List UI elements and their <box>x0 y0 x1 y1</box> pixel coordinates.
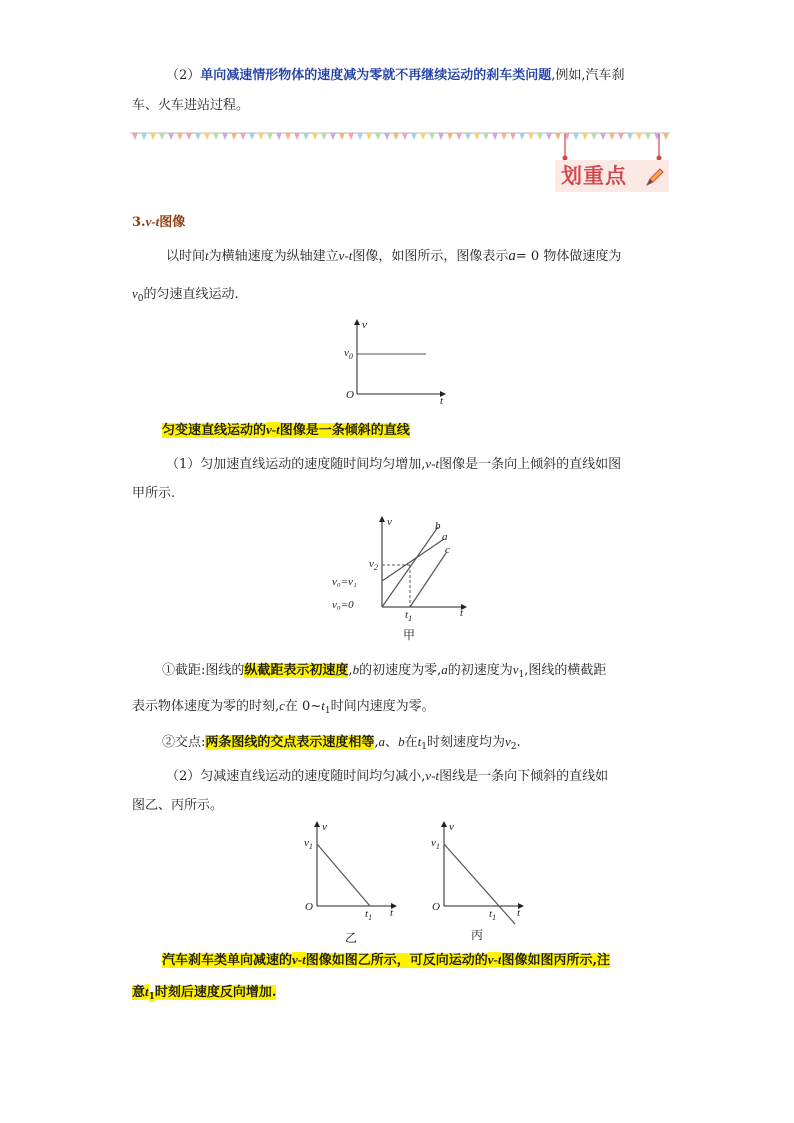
v0-label: $v_0$ <box>344 347 353 361</box>
bold-text: 单向减速情形物体的速度减为零就不再继续运动的刹车类问题 <box>200 68 552 83</box>
bunting-flag <box>285 133 291 140</box>
bunting-flag <box>132 133 138 140</box>
bunting-flag <box>438 133 444 140</box>
bunting-flag <box>519 133 525 140</box>
caption-yi: 乙 <box>345 931 358 945</box>
highlight-line-2: 汽车刹车类单向减速的v-t图像如图乙所示，可反向运动的v-t图像如图丙所示,注 <box>162 952 610 968</box>
bunting-flag <box>465 133 471 140</box>
bunting-flag <box>186 133 192 140</box>
v2-label: $v_2$ <box>369 558 378 572</box>
t1-label: $t_1$ <box>405 609 413 623</box>
bunting-flag <box>447 133 453 140</box>
bunting-flag <box>375 133 381 140</box>
origin-label: O <box>432 901 440 913</box>
line-c <box>410 553 446 607</box>
line-a-label: a <box>442 531 448 543</box>
v0-eq-v1-label: v₀=v₁ <box>332 576 357 588</box>
bunting-flag <box>168 133 174 140</box>
bunting-flag <box>240 133 246 140</box>
v0-eq-0-label: v₀=0 <box>332 599 354 611</box>
bunting-flag <box>483 133 489 140</box>
bunting-flag <box>159 133 165 140</box>
bunting-flag <box>258 133 264 140</box>
badge-hanger <box>555 132 675 162</box>
para-decel-line2: 图乙、丙所示。 <box>132 798 224 813</box>
bunting-flag <box>177 133 183 140</box>
bunting-flag <box>330 133 336 140</box>
para-braking: （2）单向减速情形物体的速度减为零就不再继续运动的刹车类问题,例如,汽车刹 <box>166 68 625 83</box>
bunting-flag <box>204 133 210 140</box>
bunting-flag <box>429 133 435 140</box>
v1-label: $v_1$ <box>431 837 440 851</box>
t1-label: $t_1$ <box>365 908 373 922</box>
bunting-flag <box>501 133 507 140</box>
bunting-flag <box>411 133 417 140</box>
bunting-flag <box>474 133 480 140</box>
para-intersection: ②交点:两条图线的交点表示速度相等,a、b在$t_1$时刻速度均为$v_2$. <box>162 734 521 752</box>
intro-line1: 以时间t为横轴速度为纵轴建立v-t图像，如图所示，图像表示a= 0 物体做速度为 <box>166 248 622 264</box>
pencil-icon <box>645 167 665 187</box>
bunting-flag <box>366 133 372 140</box>
bunting-flag <box>321 133 327 140</box>
para-braking-line2: 车、火车进站过程。 <box>132 98 250 113</box>
bunting-flag <box>510 133 516 140</box>
bunting-flag <box>303 133 309 140</box>
decel-reverse-line <box>444 844 515 924</box>
bunting-flag <box>276 133 282 140</box>
t-axis-label: t <box>517 907 521 919</box>
bunting-flag <box>456 133 462 140</box>
intro-line2: $v_0$的匀速直线运动. <box>132 286 239 304</box>
bunting-flag <box>402 133 408 140</box>
v1-label: $v_1$ <box>304 837 313 851</box>
bunting-flag <box>528 133 534 140</box>
bunting-flag <box>348 133 354 140</box>
t-axis-label: t <box>460 607 464 619</box>
v-axis-label: v <box>387 516 392 528</box>
bunting-flag <box>537 133 543 140</box>
highlight-line-2b: 意$t_1$时刻后速度反向增加. <box>132 984 277 1002</box>
para-accel: （1）匀加速直线运动的速度随时间均匀增加,v-t图像是一条向上倾斜的直线如图 <box>166 456 622 472</box>
v-axis-label: v <box>322 821 327 833</box>
v-axis-label: v <box>362 319 367 331</box>
bunting-flag <box>222 133 228 140</box>
bunting-flag <box>141 133 147 140</box>
figure-yi <box>304 820 399 920</box>
bunting-flag <box>231 133 237 140</box>
caption-bing: 丙 <box>471 928 484 942</box>
v-axis-label: v <box>449 821 454 833</box>
origin-label: O <box>305 901 313 913</box>
bunting-flag <box>546 133 552 140</box>
bunting-flag <box>294 133 300 140</box>
figure-jia <box>332 515 468 623</box>
bunting-flag <box>249 133 255 140</box>
bunting-flag <box>312 133 318 140</box>
figure-uniform-velocity <box>340 318 450 407</box>
caption-jia: 甲 <box>403 628 416 642</box>
bunting-flag <box>339 133 345 140</box>
para-intercept: ①截距:图线的纵截距表示初速度,b的初速度为零,a的初速度为$v_1$,图线的横截距 <box>162 662 607 680</box>
bunting-flag <box>357 133 363 140</box>
figure-bing <box>431 820 531 920</box>
para-decel: （2）匀减速直线运动的速度随时间均匀减小,v-t图线是一条向下倾斜的直线如 <box>166 768 609 784</box>
bunting-flag <box>420 133 426 140</box>
key-point-badge: 划重点 <box>555 160 669 192</box>
t1-label: $t_1$ <box>489 908 497 922</box>
section-heading: 3.v-t图像 <box>132 214 186 230</box>
bunting-flag <box>492 133 498 140</box>
bunting-flag <box>195 133 201 140</box>
bunting-flag <box>267 133 273 140</box>
bunting-flag <box>150 133 156 140</box>
t-axis-label: t <box>390 907 394 919</box>
line-b-label: b <box>435 520 441 532</box>
para-intercept-line2: 表示物体速度为零的时刻,c在 $0\sim t_1$时间内速度为零。 <box>132 698 435 716</box>
para-accel-line2: 甲所示. <box>132 486 176 501</box>
line-c-label: c <box>445 544 450 556</box>
t-axis-label: t <box>440 395 444 407</box>
highlight-line-1: 匀变速直线运动的v-t图像是一条倾斜的直线 <box>162 422 410 438</box>
bunting-flag <box>384 133 390 140</box>
decel-line <box>317 844 370 906</box>
line-a <box>382 539 444 581</box>
bunting-flag <box>213 133 219 140</box>
bunting-flag <box>393 133 399 140</box>
origin-label: O <box>346 389 354 401</box>
